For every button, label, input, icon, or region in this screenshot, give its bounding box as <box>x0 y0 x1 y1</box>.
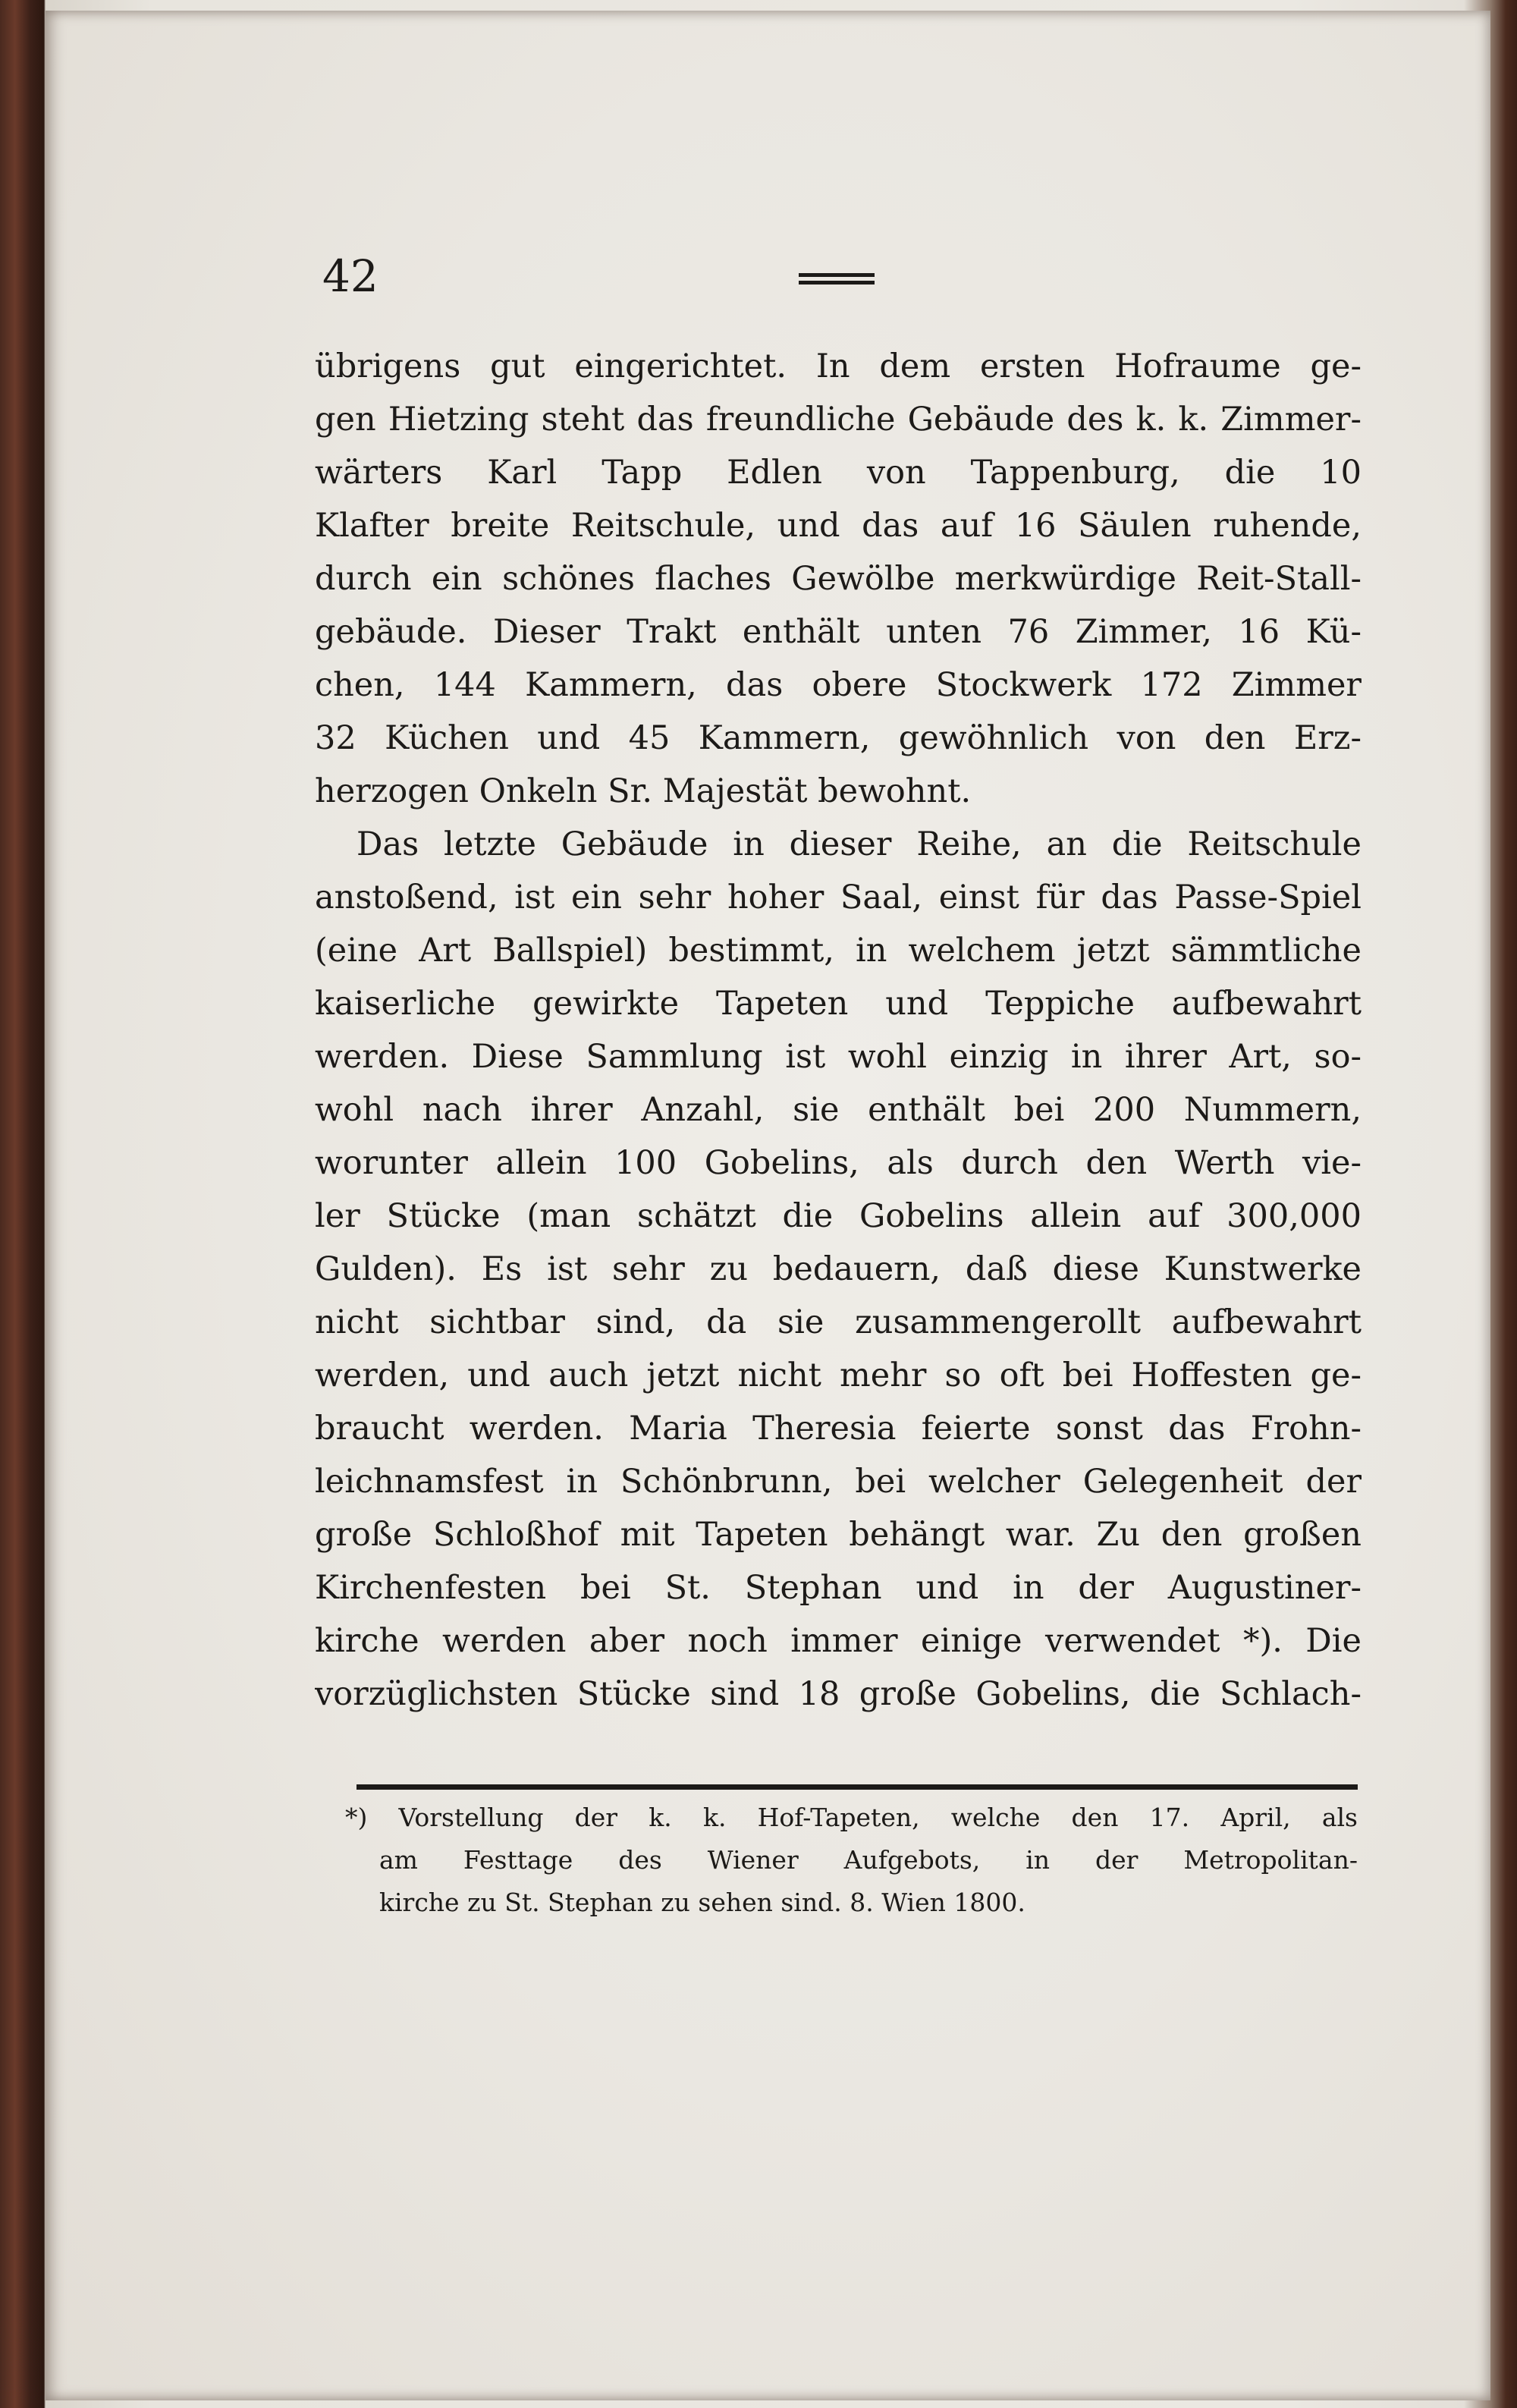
text-line: wohl nach ihrer Anzahl, sie enthält bei 200 Nummern, <box>315 1091 1362 1129</box>
page-header <box>322 250 1362 303</box>
text-line: leichnamsfest in Schönbrunn, bei welcher Gelegenheit der <box>315 1463 1362 1501</box>
text-line: durch ein schönes flaches Gewölbe merkwürdige Reit-Stall- <box>315 560 1362 598</box>
footnote-divider <box>356 1784 1358 1790</box>
text-line: ler Stücke (man schätzt die Gobelins allein auf 300,000 <box>315 1197 1362 1235</box>
text-line: gebäude. Dieser Trakt enthält unten 76 Zimmer, 16 Kü- <box>315 613 1362 651</box>
text-line: Kirchenfesten bei St. Stephan und in der Augustiner- <box>315 1569 1362 1607</box>
body-text <box>315 340 1362 1721</box>
text-line: chen, 144 Kammern, das obere Stockwerk 172 Zimmer <box>315 666 1362 704</box>
text-line: übrigens gut eingerichtet. In dem ersten Hofraume ge- <box>315 347 1362 385</box>
text-line: worunter allein 100 Gobelins, als durch den Werth vie- <box>315 1144 1362 1182</box>
text-line: herzogen Onkeln Sr. Majestät bewohnt. <box>315 772 972 810</box>
text-line: Klafter breite Reitschule, und das auf 16 Säulen ruhende, <box>315 507 1362 545</box>
page-number: 42 <box>322 250 378 302</box>
text-line: gen Hietzing steht das freundliche Gebäude des k. k. Zimmer- <box>315 401 1362 439</box>
text-line: nicht sichtbar sind, da sie zusammengerollt aufbewahrt <box>315 1303 1362 1341</box>
footnote-line: kirche zu St. Stephan zu sehen sind. 8. Wien 1800. <box>379 1888 1025 1917</box>
text-line: vorzüglichsten Stücke sind 18 große Gobelins, die Schlach- <box>315 1675 1362 1713</box>
text-line: anstoßend, ist ein sehr hoher Saal, einst für das Passe-Spiel <box>315 879 1362 916</box>
text-line: braucht werden. Maria Theresia feierte sonst das Frohn- <box>315 1410 1362 1448</box>
text-line: werden. Diese Sammlung ist wohl einzig in ihrer Art, so- <box>315 1038 1362 1076</box>
text-line: Das letzte Gebäude in dieser Reihe, an die Reitschule <box>356 825 1362 863</box>
text-line: kaiserliche gewirkte Tapeten und Teppiche aufbewahrt <box>315 985 1362 1023</box>
footnote-line: *) Vorstellung der k. k. Hof-Tapeten, welche den 17. April, als <box>345 1803 1358 1832</box>
text-line: (eine Art Ballspiel) bestimmt, in welchem jetzt sämmtliche <box>315 932 1362 970</box>
text-line: wärters Karl Tapp Edlen von Tappenburg, die 10 <box>315 454 1362 492</box>
text-line: 32 Küchen und 45 Kammern, gewöhnlich von den Erz- <box>315 719 1362 757</box>
footnote <box>345 1797 1358 1924</box>
text-line: große Schloßhof mit Tapeten behängt war. Zu den großen <box>315 1516 1362 1554</box>
text-line: werden, und auch jetzt nicht mehr so oft bei Hoffesten ge- <box>315 1356 1362 1394</box>
text-line: kirche werden aber noch immer einige verwendet *). Die <box>315 1622 1362 1660</box>
footnote-line: am Festtage des Wiener Aufgebots, in der Metropolitan- <box>379 1845 1358 1875</box>
text-line: Gulden). Es ist sehr zu bedauern, daß diese Kunstwerke <box>315 1250 1362 1288</box>
header-ornament-rule <box>799 273 875 285</box>
